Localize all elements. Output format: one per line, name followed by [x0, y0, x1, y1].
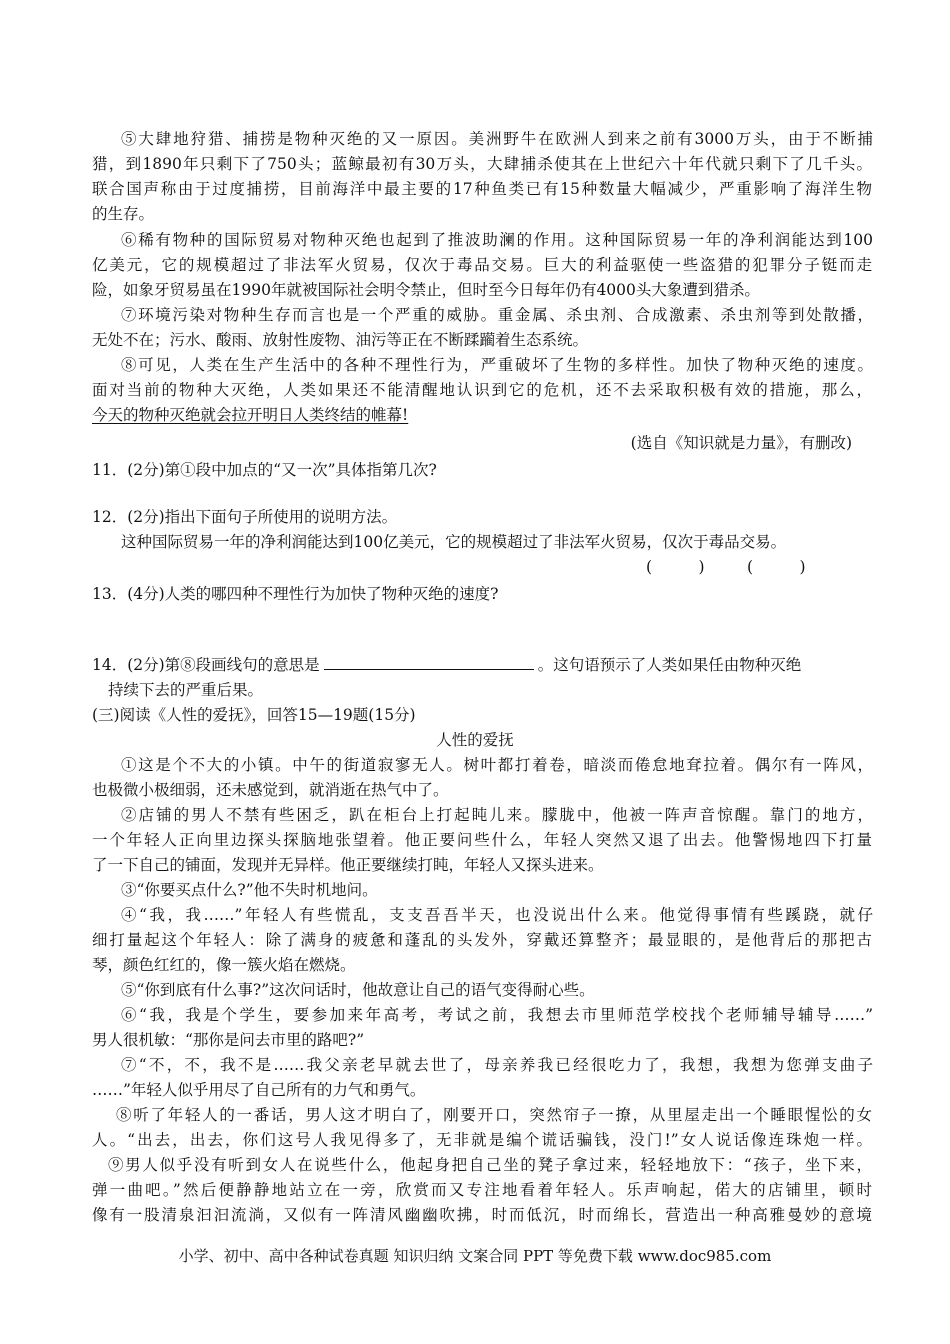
question-14-prefix: 14．(2分)第⑧段画线句的意思是 — [92, 656, 320, 674]
p5-line-3: 联合国声称由于过度捕捞，目前海洋中最主要的17种鱼类已有15种数量大幅减少，严重影响了海洋生物 — [92, 180, 872, 198]
question-14-line-2: 持续下去的严重后果。 — [108, 681, 264, 699]
article-line: ⑤“你到底有什么事?”这次问话时，他故意让自己的语气变得耐心些。 — [121, 981, 595, 999]
answer-paren-1[interactable]: ( ) — [646, 558, 705, 576]
article-line: 一个年轻人正向里边探头探脑地张望着。他正要问些什么，年轻人突然又退了出去。他警惕地四下打量 — [92, 831, 872, 849]
question-13: 13．(4分)人类的哪四种不理性行为加快了物种灭绝的速度? — [92, 585, 499, 603]
p7-line-1: ⑦环境污染对物种生存而言也是一个严重的威胁。重金属、杀虫剂、合成激素、杀虫剂等到处散播， — [121, 306, 873, 324]
answer-blank[interactable] — [324, 655, 534, 670]
article-line: ⑦“不，不，我不是……我父亲老早就去世了，母亲养我已经很吃力了，我想，我想为您弹支曲子 — [121, 1056, 873, 1074]
article-line: 细打量起这个年轻人：除了满身的疲惫和蓬乱的头发外，穿戴还算整齐；最显眼的，是他背后的那把古 — [92, 931, 872, 949]
p5-line-4: 的生存。 — [92, 205, 155, 223]
p8-line-1: ⑧可见，人类在生产生活中的各种不理性行为，严重破坏了生物的多样性。加快了物种灭绝的速度。 — [121, 356, 873, 374]
article-title: 人性的爱抚 — [436, 731, 514, 749]
p5-line-1: ⑤大肆地狩猎、捕捞是物种灭绝的又一原因。美洲野牛在欧洲人到来之前有3000万头，由于不断捕 — [121, 130, 873, 148]
question-11: 11．(2分)第①段中加点的“又一次”具体指第几次? — [92, 461, 437, 479]
question-14 — [92, 654, 872, 676]
section-3-heading: (三)阅读《人性的爱抚》，回答15—19题(15分) — [92, 706, 416, 724]
p8-underlined-sentence: 今天的物种灭绝就会拉开明日人类终结的帷幕! — [92, 406, 409, 424]
article-line: ②店铺的男人不禁有些困乏，趴在柜台上打起盹儿来。朦胧中，他被一阵声音惊醒。靠门的地方， — [121, 806, 873, 824]
p6-line-2: 亿美元，它的规模超过了非法军火贸易，仅次于毒品交易。巨大的利益驱使一些盗猎的犯罪分子铤而走 — [92, 256, 872, 274]
article-line: 像有一股清泉汩汩流淌，又似有一阵清风幽幽吹拂，时而低沉，时而绵长，营造出一种高雅曼妙的意境 — [92, 1206, 872, 1224]
article-line: 琴，颜色红红的，像一簇火焰在燃烧。 — [92, 956, 356, 974]
page-footer: 小学、初中、高中各种试卷真题 知识归纳 文案合同 PPT 等免费下载 www.doc985.com — [178, 1247, 772, 1265]
article-line: 了一下自己的铺面，发现并无异样。他正要继续打盹，年轻人又探头进来。 — [92, 856, 604, 874]
article-line: ⑧听了年轻人的一番话，男人这才明白了，刚要开口，突然帘子一撩，从里屋走出一个睡眼惺忪的女 — [116, 1106, 872, 1124]
question-12: 12．(2分)指出下面句子所使用的说明方法。 — [92, 508, 398, 526]
source-citation: (选自《知识就是力量》，有删改) — [630, 434, 852, 452]
p5-line-2: 猎，到1890年只剩下了750头；蓝鲸最初有30万头，大肆捕杀使其在上世纪六十年代就只剩下了几千头。 — [92, 155, 872, 173]
article-line: 弹一曲吧。”然后便静静地站立在一旁，欣赏而又专注地看着年轻人。乐声响起，偌大的店铺里，顿时 — [92, 1181, 872, 1199]
article-line: ①这是个不大的小镇。中午的街道寂寥无人。树叶都打着卷，暗淡而倦怠地耷拉着。偶尔有一阵风， — [121, 756, 873, 774]
article-line: ……”年轻人似乎用尽了自己所有的力气和勇气。 — [92, 1081, 426, 1099]
article-line: ⑨男人似乎没有听到女人在说些什么，他起身把自己坐的凳子拿过来，轻轻地放下：“孩子，坐下来， — [108, 1156, 872, 1174]
answer-paren-2[interactable]: ( ) — [747, 558, 806, 576]
question-14-suffix: 。这句语预示了人类如果任由物种灭绝 — [537, 656, 802, 674]
article-line: ⑥“我，我是个学生，要参加来年高考，考试之前，我想去市里师范学校找个老师辅导辅导……” — [121, 1006, 873, 1024]
article-line: ③“你要买点什么?”他不失时机地问。 — [121, 881, 378, 899]
p6-line-1: ⑥稀有物种的国际贸易对物种灭绝也起到了推波助澜的作用。这种国际贸易一年的净利润能达到100 — [121, 231, 873, 249]
article-line: 人。“出去，出去，你们这号人我见得多了，无非就是编个谎话骗钱，没门!”女人说话像连珠炮一样。 — [92, 1131, 872, 1149]
article-line: 男人很机敏：“那你是问去市里的路吧?” — [92, 1031, 365, 1049]
p8-line-2: 面对当前的物种大灭绝，人类如果还不能清醒地认识到它的危机，还不去采取积极有效的措施，那么， — [92, 381, 872, 399]
article-line: ④“我，我……”年轻人有些慌乱，支支吾吾半天，也没说出什么来。他觉得事情有些蹊跷，就仔 — [121, 906, 873, 924]
question-12-sentence: 这种国际贸易一年的净利润能达到100亿美元，它的规模超过了非法军火贸易，仅次于毒品交易。 — [121, 533, 787, 551]
p6-line-3: 险，如象牙贸易虽在1990年就被国际社会明令禁止，但时至今日每年仍有4000头大象遭到猎杀。 — [92, 281, 760, 299]
p7-line-2: 无处不在；污水、酸雨、放射性废物、油污等正在不断蹂躏着生态系统。 — [92, 331, 589, 349]
article-line: 也极微小极细弱，还未感觉到，就消逝在热气中了。 — [92, 781, 449, 799]
